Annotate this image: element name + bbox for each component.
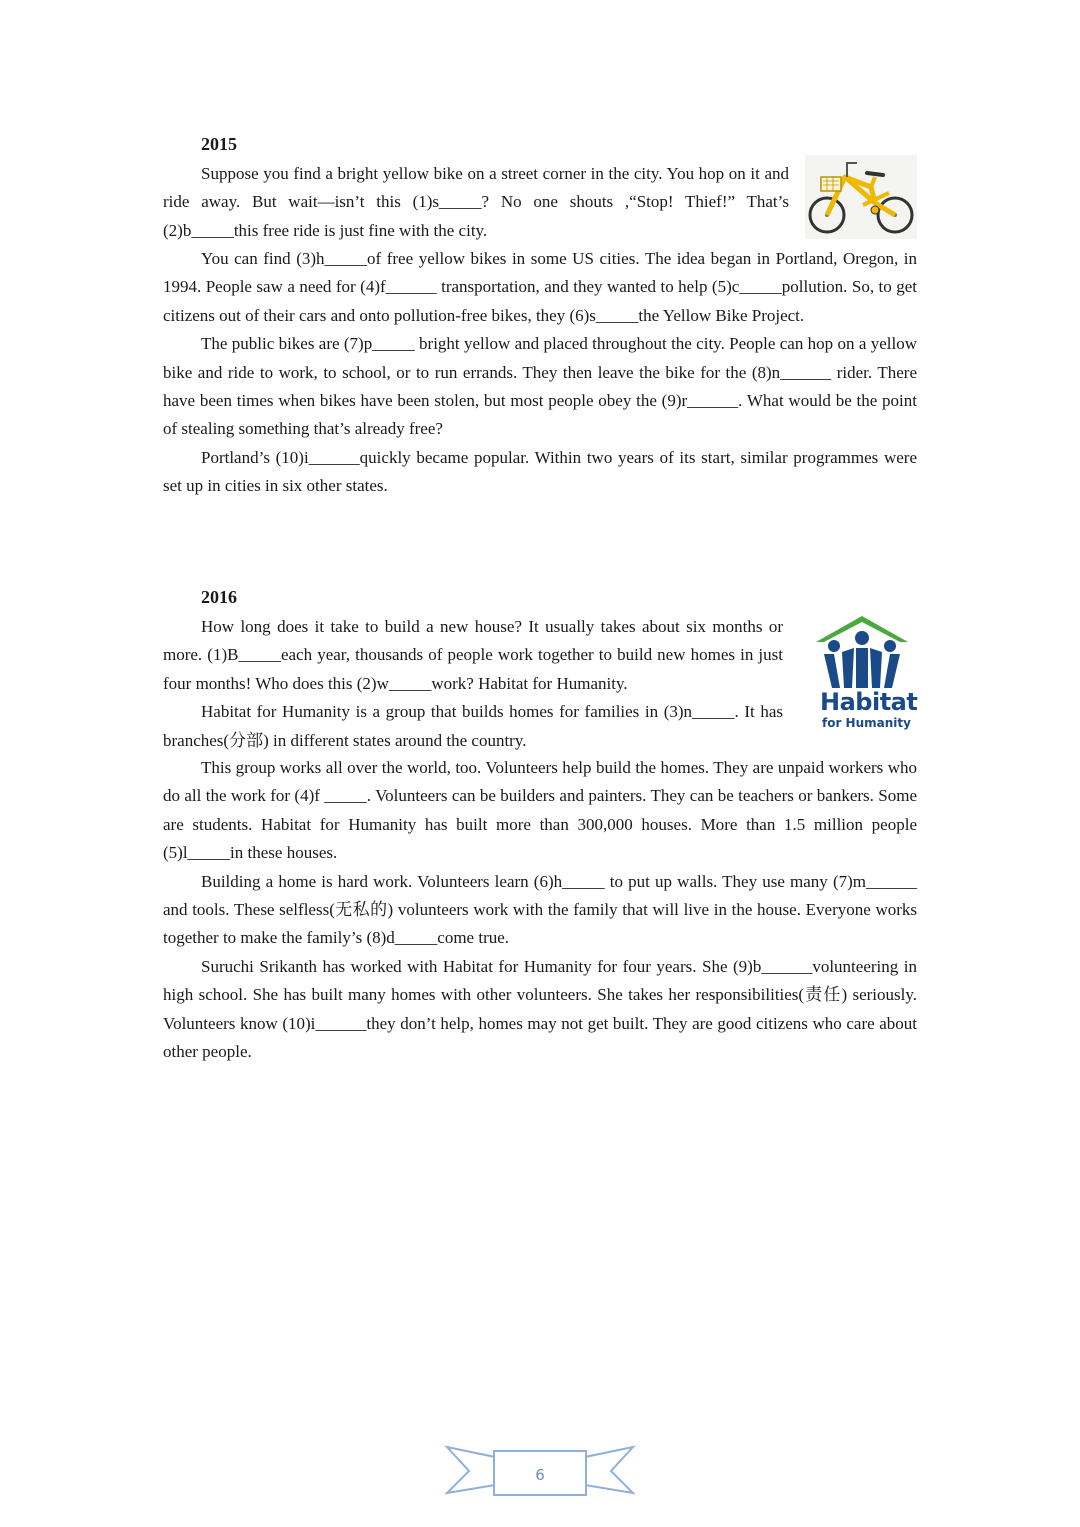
paragraph: You can find (3)h_____of free yellow bikes in some US cities. The idea began in Portland, Oregon, in 1994. People saw a need for (4)f______ transportation, and they wanted to help (5)c_____pollution. So, to get citizens out of their cars and onto pollution-free bikes, they (6)s_____the Yellow Bike Project. <box>163 249 917 325</box>
paragraph: Suruchi Srikanth has worked with Habitat for Humanity for four years. She (9)b______volunteering in high school. She has built many homes with other volunteers. She takes her responsibilities(责任) seriously. Volunteers know (10)i______they don’t help, homes may not get built. They are good citizens who care about other people. <box>163 956 917 1062</box>
paragraph: How long does it take to build a new house? It usually takes about six months or more. (1)B_____each year, thousands of people work together to build new homes in just four months! Who does this (2)w_____work? Habitat for Humanity. <box>163 617 783 693</box>
paragraph: This group works all over the world, too. Volunteers help build the homes. They are unpaid workers who do all the work for (4)f _____. Volunteers can be builders and painters. They can be teachers or bankers. Some are students. Habitat for Humanity has built more than 300,000 houses. More than 1.5 million people (5)l_____in these houses. <box>163 758 917 863</box>
bicycle-icon <box>805 155 917 239</box>
habitat-for-humanity-logo <box>812 612 918 734</box>
logo-line-2: for Humanity <box>822 716 911 730</box>
paragraph: Habitat for Humanity is a group that builds homes for families in (3)n_____. It has branches(分部) in different states around the country. <box>163 702 783 750</box>
paragraph: The public bikes are (7)p_____ bright yellow and placed throughout the city. People can hop on a yellow bike and ride to work, to school, or to run errands. They then leave the bike for the (8)n______ rider. There have been times when bikes have been stolen, but most people obey the (9)r______. What would be the point of stealing something that’s already free? <box>163 334 917 439</box>
page-number: 6 <box>535 1466 545 1484</box>
passage-2015-body <box>163 245 917 501</box>
passage-2016-top <box>163 613 783 755</box>
yellow-bike-image <box>805 155 917 239</box>
logo-line-1: Habitat <box>820 688 918 716</box>
paragraph: Portland’s (10)i______quickly became popular. Within two years of its start, similar programmes were set up in cities in six other states. <box>163 447 917 496</box>
year-heading-2015: 2015 <box>201 134 237 154</box>
passage-2016-body <box>163 754 917 1066</box>
paragraph: Suppose you find a bright yellow bike on a street corner in the city. You hop on it and ride away. But wait—isn’t this (1)s_____? No one shouts ,“Stop! Thief!” That’s (2)b_____this free ride is just fine with the city. <box>163 164 789 240</box>
paragraph: Building a home is hard work. Volunteers learn (6)h_____ to put up walls. They use many (7)m______ and tools. These selfless(无私的) volunteers work with the family that will live in the house. Everyone works together to make the family’s (8)d_____come true. <box>163 871 917 948</box>
passage-2015-top <box>163 160 789 245</box>
year-heading-2016: 2016 <box>201 587 237 607</box>
